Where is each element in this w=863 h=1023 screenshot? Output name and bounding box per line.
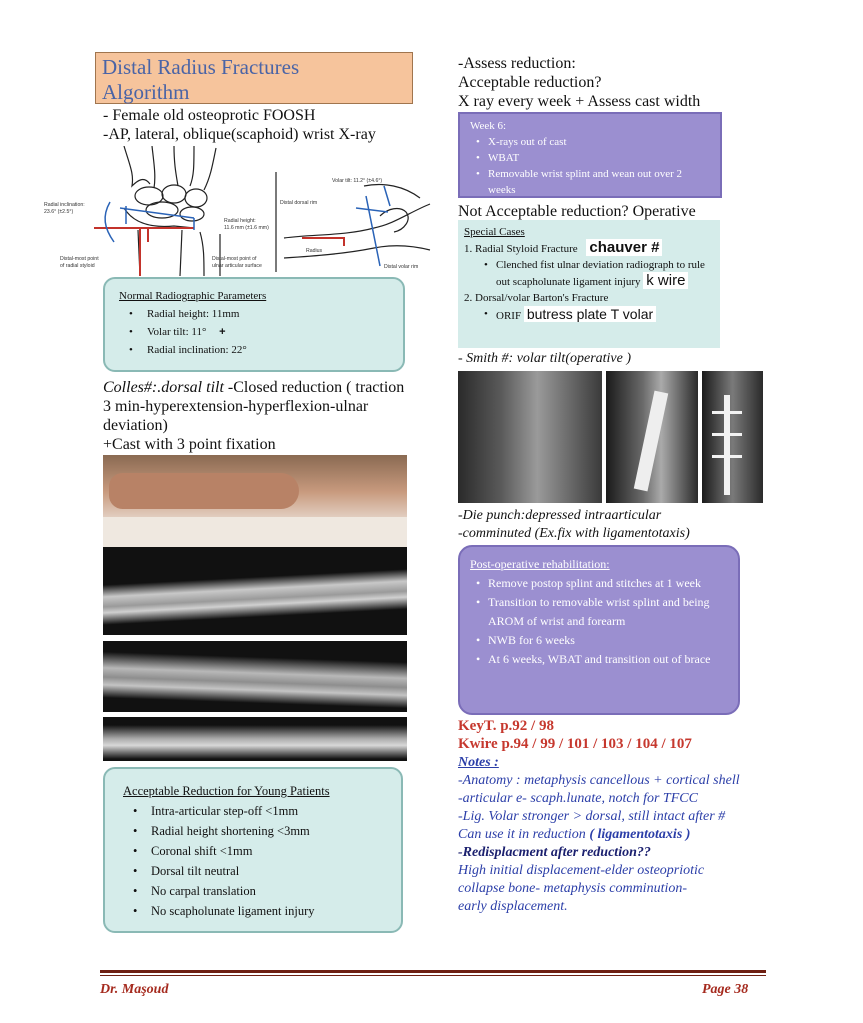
smith-xray-pre [458,371,602,503]
footer-rule-thin [100,975,766,976]
postop-item: • Transition to removable wrist splint and being AROM of wrist and forearm [470,593,728,631]
notes-line: collapse bone- metaphysis comminution- [458,881,688,896]
label-radial-height-value: 11.6 mm (±1.6 mm) [224,225,269,231]
label-radial-inclination-value: 23.6° (±2.5°) [44,209,74,215]
label-distal-ulnar: Distal-most point of [212,256,257,262]
comminuted-text: -comminuted (Ex.fix with ligamentotaxis) [458,526,690,541]
cast-photo [103,455,407,547]
special-cases-box [458,220,720,348]
kwire-reference: Kwire p.94 / 99 / 101 / 103 / 104 / 107 [458,736,692,752]
colles-line-1: Colles#:.dorsal tilt -Closed reduction ( traction [103,379,405,396]
acceptable-young-item: • Intra-articular step-off <1mm [123,801,383,821]
handwritten-note-chauver: chauver # [586,239,662,256]
special-case-1: 1. Radial Styloid Fracture chauver # [464,240,714,257]
label-radial-height: Radial height: [224,218,256,224]
xray-images [103,547,407,761]
acceptable-young-item: • Radial height shortening <3mm [123,821,383,841]
week6-box [458,112,722,198]
label-volar-rim: Distal volar rim [384,264,419,270]
colles-line-2: 3 min-hyperextension-hyperflexion-ulnar [103,398,369,415]
footer-author: Dr. Maşoud [100,982,169,997]
acceptable-young-item: • Dorsal tilt neutral [123,861,383,881]
handwritten-note-plate: butress plate T volar [524,306,656,322]
page-title [95,52,413,104]
label-dorsal-rim: Distal dorsal rim [280,200,318,206]
label-distal-styloid: Distal-most point [60,256,99,262]
notes-line: -Anatomy : metaphysis cancellous + cortical shell [458,773,740,788]
label-volar-tilt: Volar tilt: 11.2° (±4.6°) [332,178,383,184]
postop-item: • NWB for 6 weeks [470,631,728,650]
acceptable-young-list [123,801,383,921]
intro-line-1: - Female old osteoprotic FOOSH [103,107,316,124]
notes-line: -articular e- scaph.lunate, notch for TFCC [458,791,698,806]
acceptable-young-item: • No scapholunate ligament injury [123,901,383,921]
handwritten-note-kwire: k wire [643,272,688,289]
footer-page-number: Page 38 [702,982,749,997]
acceptable-young-box [103,767,403,933]
normal-param-item: • Radial height: 11mm [119,305,389,323]
week6-list [470,134,710,198]
special-case-1-sub: • Clenched fist ulnar deviation radiograph to rule out scapholunate ligament injury k wire [484,259,705,289]
keyt-reference: KeyT. p.92 / 98 [458,718,554,734]
special-cases-heading: Special Cases [464,226,525,238]
normal-param-item: • Radial inclination: 22° [119,341,389,359]
not-acceptable-text: Not Acceptable reduction? Operative [458,203,696,220]
label-distal-ulnar-2: ulnar articular surface [212,263,262,269]
acceptable-young-item: • Coronal shift <1mm [123,841,383,861]
normal-parameters-heading: Normal Radiographic Parameters [119,290,267,302]
acceptable-young-heading: Acceptable Reduction for Young Patients [123,784,330,798]
assess-line-1: -Assess reduction: [458,55,576,72]
title-line-2: Algorithm [102,80,190,104]
week6-item: • X-rays out of cast [470,134,710,150]
notes-section [458,754,768,916]
normal-parameters-box [103,277,405,372]
smith-xray-post-lateral [702,371,763,503]
title-line-1: Distal Radius Fractures [102,55,300,79]
notes-line: -Redisplacment after reduction?? [458,845,651,860]
colles-line-4: +Cast with 3 point fixation [103,436,276,453]
postop-rehab-box [458,545,740,715]
postop-item: • At 6 weeks, WBAT and transition out of brace [470,650,728,669]
intro-line-2: -AP, lateral, oblique(scaphoid) wrist X-ray [103,126,376,143]
notes-line: early displacement. [458,899,568,914]
colles-line-3: deviation) [103,417,168,434]
footer-rule [100,970,766,973]
assess-line-2: Acceptable reduction? [458,74,602,91]
notes-line: Can use it in reduction ( ligamentotaxis ) [458,827,691,842]
special-case-2-sub: • ORIF butress plate T volar [464,306,714,324]
smith-xray-post-ap [606,371,698,503]
normal-param-item: • Volar tilt: 11° + [119,323,389,341]
wrist-parameter-diagram [44,146,434,276]
assess-line-3: X ray every week + Assess cast width [458,93,701,110]
acceptable-young-item: • No carpal translation [123,881,383,901]
label-radius: Radius [306,248,323,254]
special-case-2: 2. Dorsal/volar Barton's Fracture [464,292,609,304]
week6-heading: Week 6: [470,120,507,132]
label-distal-styloid-2: of radial styloid [60,263,95,269]
die-punch-text: -Die punch:depressed intraarticular [458,508,662,523]
week6-item: • WBAT [470,150,710,166]
notes-heading: Notes : [458,755,499,770]
plus-mark: + [219,326,226,338]
normal-parameters-list [119,305,389,359]
cast-and-xray-image [103,455,407,761]
label-radial-inclination: Radial inclination: [44,202,85,208]
colles-label: Colles#:.dorsal tilt [103,379,224,396]
postop-heading: Post-operative rehabilitation: [470,557,610,571]
notes-line: High initial displacement-elder osteopriotic [458,863,705,878]
week6-item: • Removable wrist splint and wean out over 2 weeks [470,166,710,198]
postop-item: • Remove postop splint and stitches at 1 week [470,574,728,593]
smith-xray-images [458,371,763,503]
notes-line: -Lig. Volar stronger > dorsal, still intact after # [458,809,726,824]
postop-list [470,574,728,669]
smith-text: - Smith #: volar tilt(operative ) [458,351,632,366]
